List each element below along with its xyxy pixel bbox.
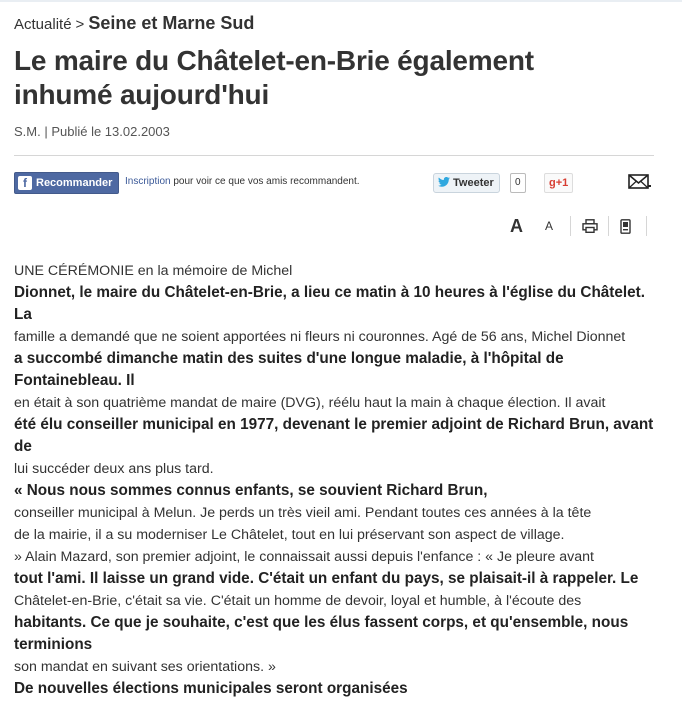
breadcrumb-separator: > <box>75 16 85 33</box>
article-line: Châtelet-en-Brie, c'était sa vie. C'était un homme de devoir, loyal et humble, à l'écoute des <box>14 593 582 609</box>
facebook-recommend-label: Recommander <box>36 177 113 189</box>
facebook-social-description: pour voir ce que vos amis recommandent. <box>170 176 360 187</box>
article-line: son mandat en suivant ses orientations. » <box>14 659 276 675</box>
font-increase-button[interactable]: A <box>510 215 523 236</box>
article-line: « Nous nous sommes connus enfants, se souvient Richard Brun, <box>14 482 488 499</box>
facebook-recommend-button[interactable] <box>14 172 119 194</box>
title-line-1: Le maire du Châtelet-en-Brie également <box>14 45 534 76</box>
facebook-icon: f <box>18 176 32 190</box>
tools-separator <box>570 216 571 236</box>
article-body <box>14 260 654 700</box>
printer-icon <box>582 219 598 233</box>
divider <box>14 155 654 156</box>
tools-separator <box>646 216 647 236</box>
article-container <box>14 12 654 700</box>
breadcrumb <box>14 12 654 34</box>
article-line: de la mairie, il a su moderniser Le Châtelet, tout en lui préservant son aspect de village. <box>14 527 565 543</box>
article-line: tout l'ami. Il laisse un grand vide. C'était un enfant du pays, se plaisait-il à rappeler. Le <box>14 570 639 587</box>
article-byline: S.M. | Publié le 13.02.2003 <box>14 124 170 139</box>
tweet-button[interactable] <box>433 173 500 193</box>
article-line: en était à son quatrième mandat de maire (DVG), réélu haut la main à chaque élection. Il avait <box>14 395 606 411</box>
article-line: a succombé dimanche matin des suites d'une longue maladie, à l'hôpital de Fontainebleau. Il <box>14 350 564 389</box>
print-button[interactable] <box>582 216 598 236</box>
twitter-bird-icon <box>438 174 450 192</box>
share-bar <box>14 164 654 204</box>
article-tools <box>14 208 654 244</box>
breadcrumb-section[interactable]: Seine et Marne Sud <box>88 13 255 33</box>
facebook-signup-link[interactable]: Inscription <box>125 176 171 187</box>
mobile-icon <box>620 219 631 234</box>
tweet-count: 0 <box>510 173 526 193</box>
article-line: conseiller municipal à Melun. Je perds un très vieil ami. Pendant toutes ces années à la tête <box>14 505 592 521</box>
article-line: Dionnet, le maire du Châtelet-en-Brie, a lieu ce matin à 10 heures à l'église du Châtelet. La <box>14 284 645 323</box>
article-line: » Alain Mazard, son premier adjoint, le connaissait aussi depuis l'enfance : « Je pleure avant <box>14 549 595 565</box>
article-line: De nouvelles élections municipales seront organisées <box>14 680 408 697</box>
article-line: été élu conseiller municipal en 1977, devenant le premier adjoint de Richard Brun, avant de <box>14 416 654 455</box>
article-line: UNE CÉRÉMONIE en la mémoire de Michel <box>14 263 293 279</box>
breadcrumb-root[interactable]: Actualité <box>14 16 72 33</box>
title-line-2: inhumé aujourd'hui <box>14 79 270 110</box>
facebook-social-text <box>125 176 360 187</box>
article-line: lui succéder deux ans plus tard. <box>14 461 214 477</box>
font-decrease-button[interactable]: A <box>545 219 554 233</box>
email-share-icon[interactable] <box>628 173 654 191</box>
tweet-label: Tweeter <box>453 177 494 189</box>
top-border <box>0 0 682 2</box>
article-line: habitants. Ce que je souhaite, c'est que les élus fassent corps, et qu'ensemble, nous terminions <box>14 614 629 653</box>
tools-separator <box>608 216 609 236</box>
mobile-version-button[interactable] <box>620 216 631 236</box>
article-title <box>14 44 654 112</box>
article-line: famille a demandé que ne soient apportées ni fleurs ni couronnes. Agé de 56 ans, Michel Dionnet <box>14 329 626 345</box>
gplus-button[interactable]: g+1 <box>544 173 573 193</box>
